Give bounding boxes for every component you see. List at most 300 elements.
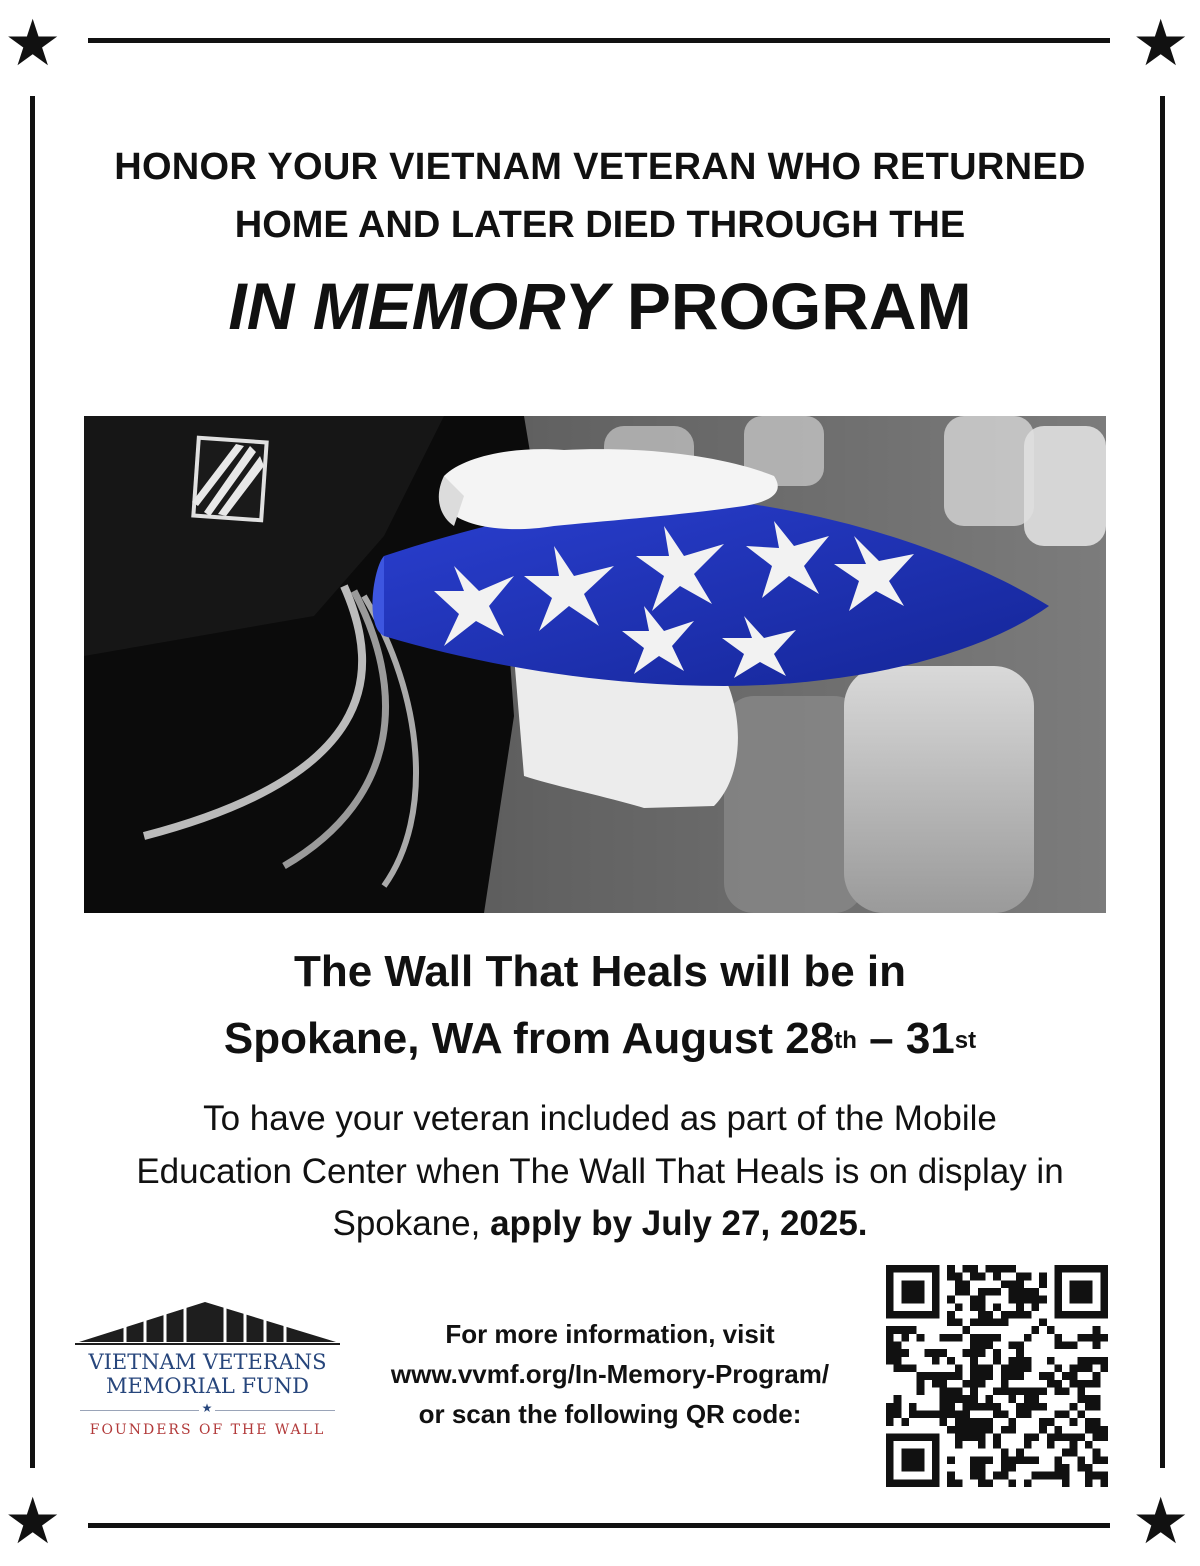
qr-module [970, 1265, 978, 1273]
qr-module [1093, 1472, 1101, 1480]
qr-module [970, 1418, 978, 1426]
qr-module [947, 1403, 955, 1411]
qr-module [1031, 1387, 1039, 1395]
qr-module [993, 1273, 1001, 1281]
qr-module [1016, 1365, 1024, 1373]
qr-module [932, 1288, 940, 1296]
qr-module [947, 1265, 955, 1273]
qr-module [1054, 1426, 1062, 1434]
qr-module [886, 1311, 894, 1319]
qr-module [955, 1426, 963, 1434]
qr-module [924, 1372, 932, 1380]
qr-module [1039, 1472, 1047, 1480]
qr-module [1008, 1387, 1016, 1395]
apply-deadline: apply by July 27, 2025. [490, 1204, 868, 1243]
qr-module [1016, 1280, 1024, 1288]
qr-module [1054, 1296, 1062, 1304]
qr-module [1062, 1265, 1070, 1273]
qr-module [940, 1395, 948, 1403]
qr-module [963, 1326, 971, 1334]
qr-module [1093, 1311, 1101, 1319]
qr-module [1031, 1288, 1039, 1296]
qr-module [909, 1280, 917, 1288]
qr-module [1062, 1410, 1070, 1418]
qr-module [909, 1479, 917, 1487]
qr-module [1039, 1372, 1047, 1380]
qr-module [1031, 1403, 1039, 1411]
qr-module [955, 1395, 963, 1403]
qr-module [1077, 1265, 1085, 1273]
qr-module [955, 1433, 963, 1441]
qr-module [932, 1303, 940, 1311]
qr-module [1100, 1303, 1108, 1311]
qr-module [1085, 1380, 1093, 1388]
qr-module [940, 1349, 948, 1357]
qr-module [955, 1365, 963, 1373]
qr-module [932, 1296, 940, 1304]
qr-module [909, 1265, 917, 1273]
qr-module [986, 1334, 994, 1342]
qr-module [963, 1265, 971, 1273]
qr-module [1024, 1273, 1032, 1281]
qr-module [1008, 1426, 1016, 1434]
qr-module [1100, 1426, 1108, 1434]
qr-module [978, 1426, 986, 1434]
qr-module [1077, 1280, 1085, 1288]
qr-module [955, 1441, 963, 1449]
qr-module [986, 1265, 994, 1273]
qr-module [1024, 1296, 1032, 1304]
qr-module [1077, 1380, 1085, 1388]
qr-module [909, 1311, 917, 1319]
qr-module [1008, 1288, 1016, 1296]
qr-module [1039, 1403, 1047, 1411]
qr-module [917, 1433, 925, 1441]
qr-module [901, 1449, 909, 1457]
qr-module [1077, 1334, 1085, 1342]
qr-module [1024, 1403, 1032, 1411]
qr-code[interactable] [886, 1265, 1108, 1487]
qr-module [1054, 1311, 1062, 1319]
description-line-2: Education Center when The Wall That Heals is on display in [136, 1152, 1064, 1191]
qr-module [1085, 1441, 1093, 1449]
qr-module [970, 1319, 978, 1327]
qr-module [1077, 1357, 1085, 1365]
qr-module [1070, 1380, 1078, 1388]
qr-module [1047, 1472, 1055, 1480]
qr-module [1093, 1433, 1101, 1441]
qr-module [1047, 1357, 1055, 1365]
logo-tagline: FOUNDERS OF THE WALL [89, 1422, 326, 1438]
headline-line-1: HONOR YOUR VIETNAM VETERAN WHO RETURNED [114, 146, 1086, 188]
qr-module [940, 1372, 948, 1380]
qr-module [917, 1280, 925, 1288]
qr-module [1054, 1288, 1062, 1296]
qr-module [901, 1334, 909, 1342]
qr-module [1039, 1296, 1047, 1304]
qr-module [1039, 1418, 1047, 1426]
qr-module [947, 1296, 955, 1304]
qr-module [1001, 1387, 1009, 1395]
qr-module [1062, 1372, 1070, 1380]
qr-module [924, 1311, 932, 1319]
qr-module [1024, 1433, 1032, 1441]
qr-module [932, 1273, 940, 1281]
qr-module [1024, 1395, 1032, 1403]
qr-module [978, 1288, 986, 1296]
qr-module [978, 1479, 986, 1487]
qr-module [917, 1288, 925, 1296]
qr-module [1077, 1395, 1085, 1403]
info-url[interactable]: www.vvmf.org/In-Memory-Program/ [390, 1359, 830, 1389]
qr-module [901, 1418, 909, 1426]
qr-module [886, 1349, 894, 1357]
qr-module [1054, 1303, 1062, 1311]
qr-module [993, 1265, 1001, 1273]
qr-module [947, 1311, 955, 1319]
qr-module [955, 1418, 963, 1426]
qr-module [1008, 1311, 1016, 1319]
qr-module [1070, 1365, 1078, 1373]
qr-module [1039, 1426, 1047, 1434]
qr-module [894, 1357, 902, 1365]
qr-module [886, 1479, 894, 1487]
qr-module [1024, 1479, 1032, 1487]
qr-module [917, 1372, 925, 1380]
qr-module [1100, 1479, 1108, 1487]
qr-module [901, 1349, 909, 1357]
qr-module [963, 1288, 971, 1296]
qr-module [1016, 1273, 1024, 1281]
qr-module [1077, 1433, 1085, 1441]
qr-module [901, 1296, 909, 1304]
date-suffix-th: th [834, 1027, 857, 1054]
qr-module [1001, 1472, 1009, 1480]
qr-module [886, 1334, 894, 1342]
qr-module [1008, 1395, 1016, 1403]
qr-module [993, 1349, 1001, 1357]
qr-module [1100, 1288, 1108, 1296]
qr-module [1001, 1449, 1009, 1457]
qr-module [1085, 1288, 1093, 1296]
qr-module [970, 1456, 978, 1464]
qr-module [932, 1449, 940, 1457]
qr-module [886, 1410, 894, 1418]
qr-module [1054, 1280, 1062, 1288]
qr-module [1077, 1296, 1085, 1304]
qr-module [932, 1472, 940, 1480]
qr-module [978, 1342, 986, 1350]
qr-module [932, 1456, 940, 1464]
qr-module [940, 1334, 948, 1342]
qr-module [978, 1472, 986, 1480]
qr-module [1031, 1433, 1039, 1441]
qr-module [1016, 1372, 1024, 1380]
qr-module [1008, 1418, 1016, 1426]
qr-module [986, 1365, 994, 1373]
qr-module [917, 1456, 925, 1464]
qr-module [1001, 1426, 1009, 1434]
qr-module [1047, 1441, 1055, 1449]
memorial-wall-logo [75, 1296, 340, 1348]
qr-module [1039, 1387, 1047, 1395]
qr-module [1039, 1273, 1047, 1281]
qr-module [886, 1433, 894, 1441]
qr-module [1085, 1464, 1093, 1472]
qr-module [894, 1311, 902, 1319]
qr-module [886, 1326, 894, 1334]
qr-module [947, 1319, 955, 1327]
qr-module [886, 1303, 894, 1311]
qr-module [1070, 1441, 1078, 1449]
qr-module [1016, 1288, 1024, 1296]
qr-module [1093, 1342, 1101, 1350]
qr-module [1039, 1280, 1047, 1288]
qr-module [901, 1479, 909, 1487]
qr-module [970, 1387, 978, 1395]
qr-module [993, 1433, 1001, 1441]
qr-module [1001, 1265, 1009, 1273]
qr-module [917, 1464, 925, 1472]
date-suffix-st: st [954, 1027, 977, 1054]
qr-module [947, 1273, 955, 1281]
qr-module [1031, 1395, 1039, 1403]
qr-module [1085, 1418, 1093, 1426]
qr-module [1085, 1426, 1093, 1434]
qr-module [932, 1372, 940, 1380]
qr-module [947, 1456, 955, 1464]
qr-module [1001, 1456, 1009, 1464]
qr-module [917, 1479, 925, 1487]
qr-module [986, 1426, 994, 1434]
qr-module [886, 1265, 894, 1273]
qr-module [901, 1288, 909, 1296]
top-border [88, 38, 1110, 43]
qr-module [993, 1403, 1001, 1411]
qr-module [963, 1395, 971, 1403]
qr-module [1070, 1449, 1078, 1457]
qr-module [1047, 1380, 1055, 1388]
qr-module [1024, 1410, 1032, 1418]
qr-module [940, 1403, 948, 1411]
qr-module [932, 1410, 940, 1418]
qr-module [1031, 1303, 1039, 1311]
qr-module [955, 1410, 963, 1418]
qr-module [970, 1365, 978, 1373]
qr-module [947, 1410, 955, 1418]
qr-module [986, 1372, 994, 1380]
qr-module [1047, 1372, 1055, 1380]
qr-module [886, 1441, 894, 1449]
description-prefix: Spokane, [332, 1204, 491, 1243]
qr-module [1054, 1380, 1062, 1388]
qr-module [963, 1380, 971, 1388]
qr-module [970, 1342, 978, 1350]
qr-module [978, 1433, 986, 1441]
qr-module [955, 1303, 963, 1311]
qr-module [1085, 1296, 1093, 1304]
qr-module [1085, 1365, 1093, 1373]
qr-module [963, 1433, 971, 1441]
qr-module [1077, 1464, 1085, 1472]
qr-module [940, 1387, 948, 1395]
qr-module [1100, 1472, 1108, 1480]
qr-module [1001, 1464, 1009, 1472]
qr-module [970, 1380, 978, 1388]
qr-module [955, 1372, 963, 1380]
qr-module [993, 1334, 1001, 1342]
qr-module [1100, 1265, 1108, 1273]
qr-module [1062, 1479, 1070, 1487]
qr-module [1062, 1387, 1070, 1395]
qr-module [993, 1441, 1001, 1449]
qr-module [947, 1395, 955, 1403]
qr-module [947, 1372, 955, 1380]
qr-module [932, 1311, 940, 1319]
qr-module [978, 1464, 986, 1472]
qr-module [978, 1372, 986, 1380]
qr-module [886, 1464, 894, 1472]
qr-module [978, 1311, 986, 1319]
qr-module [1008, 1479, 1016, 1487]
qr-module [924, 1479, 932, 1487]
qr-module [886, 1403, 894, 1411]
qr-module [894, 1433, 902, 1441]
qr-module [940, 1418, 948, 1426]
qr-module [924, 1265, 932, 1273]
qr-module [978, 1403, 986, 1411]
qr-module [1047, 1433, 1055, 1441]
logo-star-icon: ★ [199, 1400, 215, 1416]
qr-module [963, 1280, 971, 1288]
qr-module [947, 1387, 955, 1395]
qr-module [1001, 1372, 1009, 1380]
qr-module [1054, 1334, 1062, 1342]
qr-module [1016, 1387, 1024, 1395]
qr-module [1054, 1410, 1062, 1418]
qr-module [1016, 1449, 1024, 1457]
logo-line-2: MEMORIAL FUND [106, 1374, 309, 1398]
qr-module [1100, 1365, 1108, 1373]
qr-module [886, 1280, 894, 1288]
qr-module [1085, 1357, 1093, 1365]
qr-module [917, 1449, 925, 1457]
qr-module [924, 1349, 932, 1357]
qr-module [1070, 1418, 1078, 1426]
qr-module [894, 1365, 902, 1373]
bottom-border [88, 1523, 1110, 1528]
qr-module [932, 1380, 940, 1388]
info-line-3: or scan the following QR code: [418, 1399, 802, 1429]
qr-module [1001, 1319, 1009, 1327]
qr-module [917, 1334, 925, 1342]
qr-module [955, 1280, 963, 1288]
qr-module [978, 1349, 986, 1357]
qr-module [986, 1456, 994, 1464]
qr-module [955, 1387, 963, 1395]
event-line-2 [0, 1010, 1200, 1068]
event-dates-prefix: Spokane, WA from August 28 [223, 1014, 835, 1063]
qr-module [978, 1456, 986, 1464]
program-title [0, 266, 1200, 346]
qr-module [978, 1365, 986, 1373]
star-icon: ★ [4, 7, 62, 81]
qr-module [1070, 1342, 1078, 1350]
qr-module [970, 1334, 978, 1342]
qr-module [1077, 1311, 1085, 1319]
qr-module [1100, 1334, 1108, 1342]
qr-module [1085, 1334, 1093, 1342]
qr-module [978, 1296, 986, 1304]
qr-module [1093, 1326, 1101, 1334]
qr-module [1024, 1334, 1032, 1342]
qr-module [1008, 1357, 1016, 1365]
qr-module [986, 1418, 994, 1426]
qr-module [955, 1273, 963, 1281]
qr-module [1085, 1280, 1093, 1288]
qr-module [1039, 1319, 1047, 1327]
qr-module [886, 1342, 894, 1350]
qr-module [993, 1303, 1001, 1311]
qr-module [924, 1433, 932, 1441]
qr-module [909, 1365, 917, 1373]
qr-module [1024, 1441, 1032, 1449]
qr-module [894, 1403, 902, 1411]
qr-module [901, 1365, 909, 1373]
qr-module [1008, 1265, 1016, 1273]
qr-module [1077, 1387, 1085, 1395]
qr-module [1085, 1265, 1093, 1273]
qr-module [1047, 1326, 1055, 1334]
qr-module [909, 1296, 917, 1304]
qr-module [970, 1372, 978, 1380]
qr-module [1047, 1418, 1055, 1426]
qr-module [947, 1334, 955, 1342]
qr-module [986, 1342, 994, 1350]
qr-module [970, 1426, 978, 1434]
qr-module [932, 1357, 940, 1365]
qr-module [1001, 1311, 1009, 1319]
qr-module [1100, 1433, 1108, 1441]
qr-module [1093, 1456, 1101, 1464]
qr-module [1062, 1449, 1070, 1457]
qr-module [1054, 1273, 1062, 1281]
qr-module [894, 1326, 902, 1334]
qr-module [1062, 1464, 1070, 1472]
qr-module [932, 1479, 940, 1487]
qr-module [901, 1311, 909, 1319]
qr-module [1093, 1265, 1101, 1273]
qr-module [970, 1296, 978, 1304]
qr-module [1085, 1403, 1093, 1411]
qr-module [901, 1456, 909, 1464]
qr-module [1070, 1433, 1078, 1441]
qr-module [1093, 1395, 1101, 1403]
qr-module [1016, 1403, 1024, 1411]
qr-module [1070, 1311, 1078, 1319]
event-line-1: The Wall That Heals will be in [293, 947, 907, 996]
qr-module [963, 1410, 971, 1418]
qr-module [1054, 1365, 1062, 1373]
qr-module [886, 1418, 894, 1426]
qr-module [886, 1273, 894, 1281]
qr-module [1031, 1456, 1039, 1464]
qr-module [1085, 1311, 1093, 1319]
qr-module [963, 1426, 971, 1434]
qr-module [1085, 1479, 1093, 1487]
qr-module [955, 1479, 963, 1487]
qr-module [1093, 1380, 1101, 1388]
